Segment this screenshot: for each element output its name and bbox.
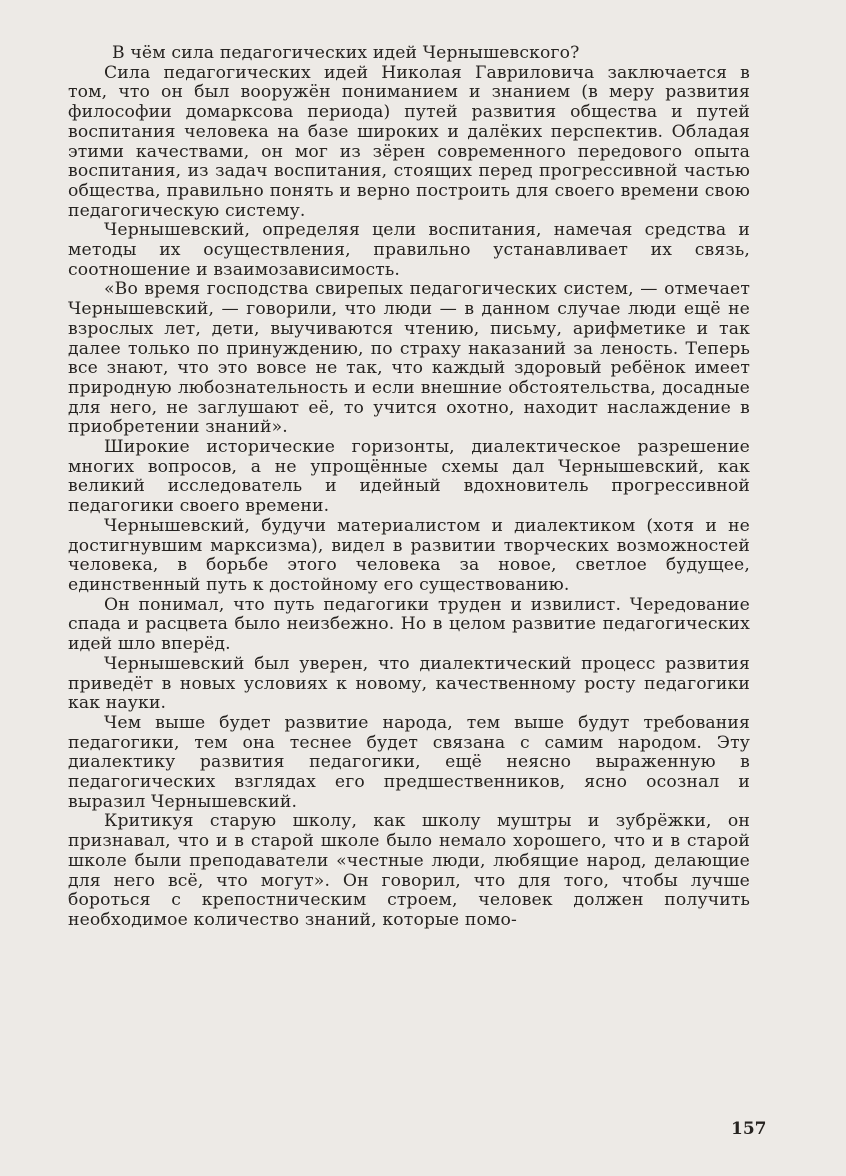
paragraph-6: Он понимал, что путь педагогики труден и извилист. Чередование спада и расцвета было неизбежно. Но в целом развитие педагогических идей шло вперёд. (68, 594, 750, 655)
paragraph-question: В чём сила педагогических идей Чернышевского? (112, 43, 580, 63)
paragraph-9: Критикуя старую школу, как школу муштры и зубрёжки, он признавал, что и в старой школе было немало хорошего, что и в старой школе были преподаватели «честные люди, любящие народ, делающие для него всё, что могут». Он говорил, что для того, чтобы лучше бороться с крепостническим строем, человек должен получить необходимое количество знаний, которые помо- (68, 811, 750, 930)
paragraph-4: Широкие исторические горизонты, диалектическое разрешение многих вопросов, а не упрощённые схемы дал Чернышевский, как великий исследователь и идейный вдохновитель прогрессивной педагогики своего времени. (68, 437, 750, 517)
paragraph-1: Сила педагогических идей Николая Гавриловича заключается в том, что он был вооружён пониманием и знанием (в меру развития философии домарксова периода) путей развития общества и путей воспитания человека на базе широких и далёких перспектив. Обладая этими качествами, он мог из зёрен современного передового опыта воспитания, из задач воспитания, стоящих перед прогрессивной частью общества, правильно понять и верно построить для своего времени свою педагогическую систему. (68, 62, 750, 221)
paragraph-quote: «Во время господства свирепых педагогических систем, — отмечает Чернышевский, — говорили, что люди — в данном случае люди ещё не взрослых лет, дети, выучиваются чтению, письму, арифметике и так далее только по принуждению, по страху наказаний за леность. Теперь все знают, что это вовсе не так, что каждый здоровый ребёнок имеет природную любознательность и если внешние обстоятельства, досадные для него, не заглушают её, то учится охотно, находит наслаждение в приобретении знаний». (68, 279, 750, 438)
paragraph-2: Чернышевский, определяя цели воспитания, намечая средства и методы их осуществления, правильно устанавливает их связь, соотношение и взаимозависимость. (68, 220, 750, 280)
page-number: 157 (731, 1119, 767, 1139)
paragraph-5: Чернышевский, будучи материалистом и диалектиком (хотя и не достигнувшим марксизма), видел в развитии творческих возможностей человека, в борьбе этого человека за новое, светлое будущее, единственный путь к достойному его существованию. (68, 515, 750, 595)
paragraph-7: Чернышевский был уверен, что диалектический процесс развития приведёт в новых условиях к новому, качественному росту педагогики как науки. (68, 653, 750, 714)
body-text (68, 44, 750, 931)
paragraph-8: Чем выше будет развитие народа, тем выше будут требования педагогики, тем она теснее будет связана с самим народом. Эту диалектику развития педагогики, ещё неясно выраженную в педагогических взглядах его предшественников, ясно осознал и выразил Чернышевский. (68, 712, 750, 812)
